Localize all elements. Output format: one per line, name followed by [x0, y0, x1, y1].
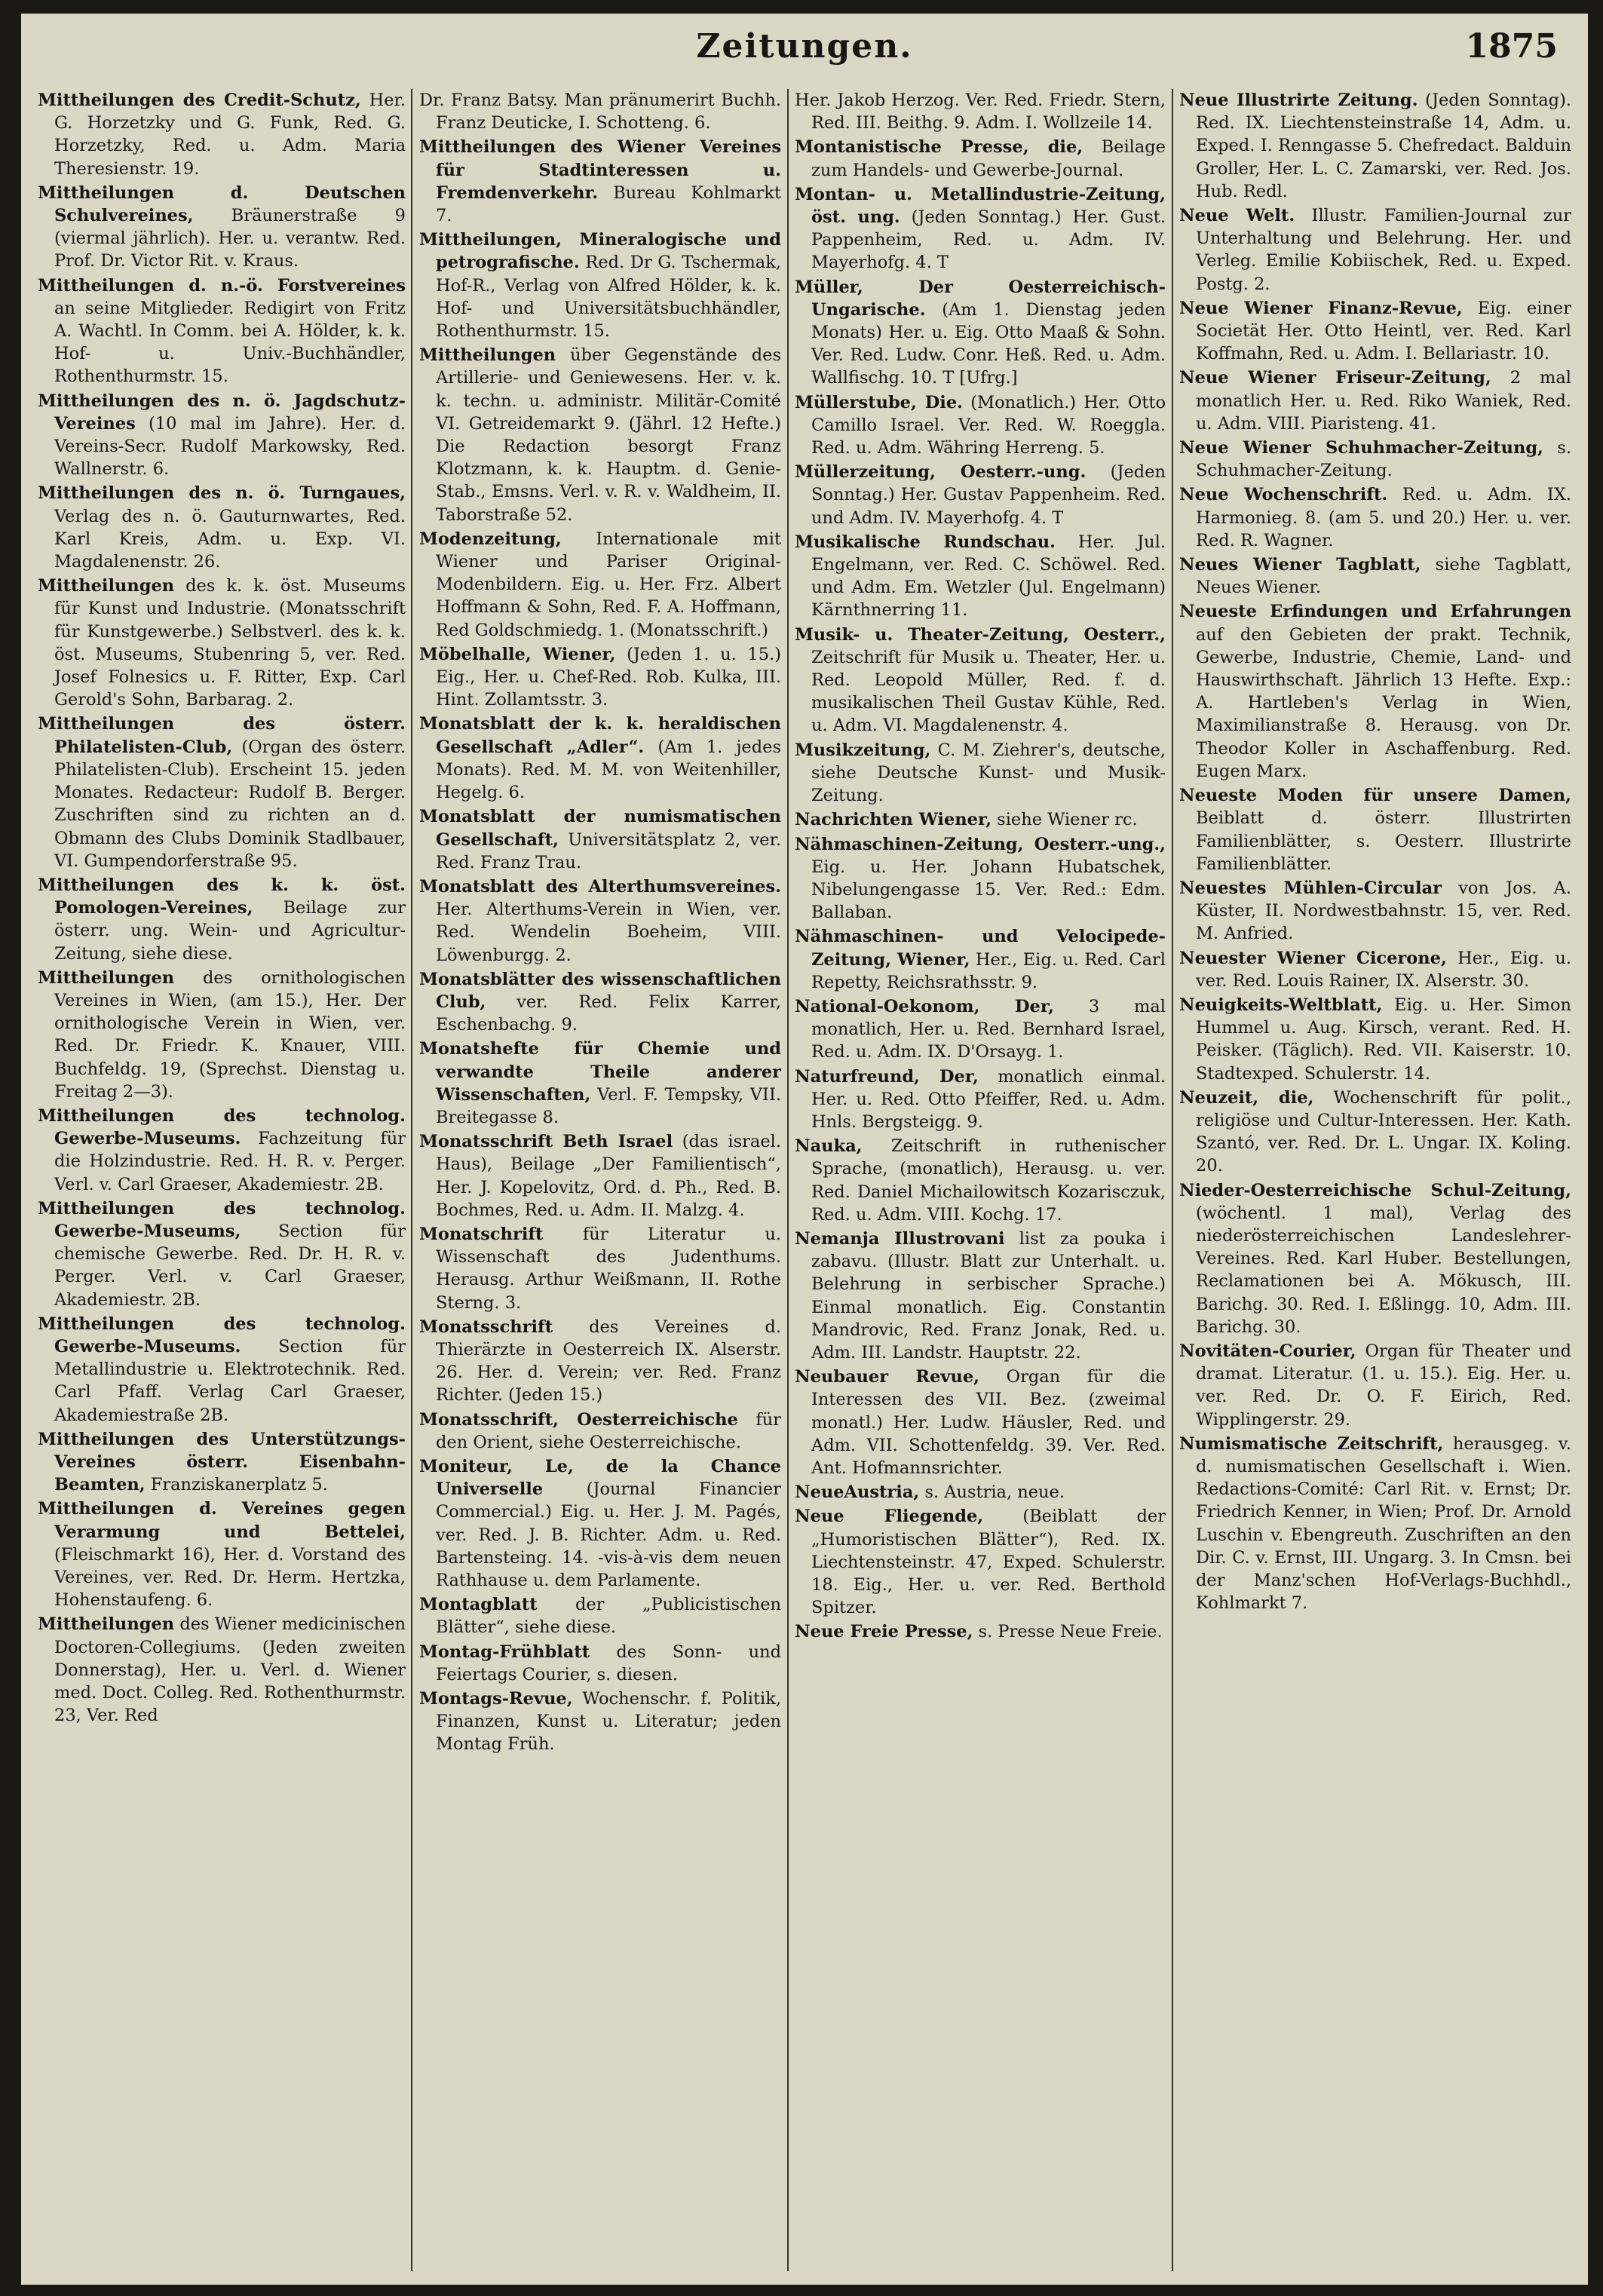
- entry-text: über Gegenstände des Artillerie- und Geniewesens. Her. v. k. k. techn. u. administr. Militär-Comité VI. Getreidemarkt 9. (Jährl. 12 Hefte.) Die Redaction besorgt Franz Klotzmann, k. k. Hauptm. d. Genie-Stab., Emsns. Verl. v. R. v. Waldheim, II. Taborstraße 52.: [436, 345, 781, 525]
- directory-entry: [1179, 297, 1571, 366]
- entry-title: Mittheilungen d. Vereines gegen Verarmung und Bettelei,: [38, 1499, 406, 1542]
- entry-title: Mittheilungen des technolog. Gewerbe-Museums.: [38, 1314, 406, 1356]
- directory-entry: [795, 1065, 1166, 1134]
- entry-text: Wochenschr. f. Politik, Finanzen, Kunst u. Literatur; jeden Montag Früh.: [436, 1689, 781, 1755]
- entry-title: Monatsschrift: [419, 1317, 553, 1337]
- entry-text: (Am 1. jedes Monats). Red. M. M. von Weitenhiller, Hegelg. 6.: [436, 737, 781, 803]
- directory-entry: [38, 482, 406, 573]
- directory-entry: [795, 89, 1166, 134]
- directory-entry: [419, 344, 781, 526]
- entry-text: von Jos. A. Küster, II. Nordwestbahnstr. 15, ver. Red. M. Anfried.: [1196, 878, 1571, 944]
- directory-entry: [38, 967, 406, 1103]
- entry-title: Neue Wiener Finanz-Revue,: [1179, 298, 1463, 318]
- entry-text: Internationale mit Wiener und Pariser Original-Modenbildern. Eig. u. Her. Frz. Albert Hoffmann & Sohn, Red. F. A. Hoffmann, Red Goldschmiedg. 1. (Monatsschrift.): [436, 529, 781, 640]
- entry-text: auf den Gebieten der prakt. Technik, Gewerbe, Industrie, Chemie, Land- und Hauswirthschaft. Jährlich 13 Hefte. Exp.: A. Hartleben's Verlag in Wien, Maximilianstraße 8. Herausg. von Dr. Theodor Koller in Aschaffenburg. Red. Eugen Marx.: [1196, 624, 1571, 781]
- entry-title: Neue Fliegende,: [795, 1507, 984, 1527]
- directory-entry: [38, 274, 406, 388]
- entry-text: Universitätsplatz 2, ver. Red. Franz Trau.: [436, 829, 781, 872]
- entry-title: Nauka,: [795, 1136, 863, 1157]
- entry-title: Naturfreund, Der,: [795, 1066, 979, 1087]
- entry-title: Monatsblätter des wissenschaftlichen Club,: [419, 969, 781, 1012]
- directory-entry: [419, 528, 781, 642]
- entry-text: C. M. Ziehrer's, deutsche, siehe Deutsche Kunst- und Musik-Zeitung.: [811, 740, 1166, 806]
- directory-entry: [419, 875, 781, 967]
- entry-text: an seine Mitglieder. Redigirt von Fritz A. Wachtl. In Comm. bei A. Hölder, k. k. Hof- u. Univ.-Buchhändler, Rothenthurmstr. 15.: [54, 298, 406, 387]
- entry-text: Verl. F. Tempsky, VII. Breitegasse 8.: [436, 1084, 781, 1127]
- directory-entry: [795, 1481, 1166, 1504]
- directory-entry: [419, 136, 781, 227]
- entry-text: Beilage zur österr. ung. Wein- und Agricultur-Zeitung, siehe diese.: [54, 898, 406, 964]
- entry-title: Mittheilungen: [38, 1614, 175, 1635]
- entry-title: Mittheilungen des n. ö. Turngaues,: [38, 483, 406, 504]
- directory-entry: [1179, 437, 1571, 482]
- entry-title: Nachrichten Wiener,: [795, 810, 992, 830]
- entry-title: Neubauer Revue,: [795, 1367, 980, 1387]
- entry-text: (Jeden Sonntag). Red. IX. Liechtensteinstraße 14, Adm. u. Exped. I. Renngasse 5. Chefredact. Balduin Groller, Her. L. C. Zamarski, ver. Red. Jos. Hub. Redl.: [1196, 90, 1571, 201]
- entry-title: Mittheilungen: [38, 576, 175, 596]
- entry-title: Mittheilungen: [38, 967, 175, 988]
- entry-text: monatlich einmal. Her. u. Red. Otto Pfeiffer, Red. u. Adm. Hnls. Bergsteigg. 9.: [811, 1066, 1166, 1132]
- directory-entry: [419, 1593, 781, 1638]
- entry-title: Mittheilungen d. Deutschen Schulvereines,: [38, 182, 406, 226]
- entry-title: Neue Wiener Friseur-Zeitung,: [1179, 368, 1491, 388]
- directory-entry: [1179, 947, 1571, 992]
- entry-text: Section für chemische Gewerbe. Red. Dr. H. R. v. Perger. Verl. v. Carl Graeser, Akademiestr. 2B.: [54, 1221, 406, 1310]
- entry-text: ver. Red. Felix Karrer, Eschenbachg. 9.: [436, 992, 781, 1035]
- entry-title: NeueAustria,: [795, 1482, 920, 1503]
- entry-title: Novitäten-Courier,: [1179, 1341, 1356, 1361]
- entry-title: Neue Wiener Schuhmacher-Zeitung,: [1179, 438, 1543, 458]
- entry-title: Neue Wochenschrift.: [1179, 485, 1388, 505]
- directory-entry: [38, 1105, 406, 1196]
- entry-title: Nähmaschinen- und Velocipede-Zeitung, Wiener,: [795, 927, 1166, 970]
- entry-title: Monatsblatt des Alterthumsvereines.: [419, 876, 781, 897]
- entry-text: Eig. u. Her. Simon Hummel u. Aug. Kirsch, verant. Red. H. Peisker. (Täglich). Red. VII. Kaiserstr. 10. Stadtexped. Schulerstr. 14.: [1196, 995, 1571, 1084]
- entry-text: Organ für die Interessen des VII. Bez. (zweimal monatl.) Her. Ludw. Häusler, Red. und Adm. VII. Schottenfeldg. 39. Ver. Red. Ant. Hofmannsrichter.: [811, 1367, 1166, 1478]
- entry-text: Zeitschrift in ruthenischer Sprache, (monatlich), Herausg. u. ver. Red. Daniel Michailowitsch Kozarisczuk, Red. u. Adm. VIII. Kochg. 17.: [811, 1136, 1166, 1225]
- entry-title: Montan- u. Metallindustrie-Zeitung, öst. ung.: [795, 184, 1166, 228]
- entry-text: Her. Jul. Engelmann, ver. Red. C. Schöwel. Red. und Adm. Em. Wetzler (Jul. Engelmann) Kärnthnerring 11.: [811, 532, 1166, 621]
- directory-entry: [795, 833, 1166, 924]
- entry-text: Her., Eig. u. Red. Carl Repetty, Reichsrathsstr. 9.: [811, 949, 1166, 992]
- entry-text: des ornithologischen Vereines in Wien, (am 15.), Her. Der ornithologische Verein in Wien, ver. Red. Dr. Friedr. K. Knauer, VIII. Buchfeldg. 19, (Sprechst. Dienstag u. Freitag 2—3).: [54, 967, 406, 1102]
- entry-text: s. Austria, neue.: [919, 1482, 1065, 1503]
- directory-entry: [419, 968, 781, 1037]
- directory-entry: [1179, 204, 1571, 296]
- entry-title: Montags-Revue,: [419, 1689, 573, 1709]
- directory-entry: [38, 89, 406, 180]
- entry-title: Müllerstube, Die.: [795, 392, 963, 412]
- directory-entry: [1179, 1087, 1571, 1178]
- entry-title: Nemanja Illustrovani: [795, 1228, 1005, 1249]
- page-number: 1875: [1465, 27, 1558, 66]
- entry-text: für den Orient, siehe Oesterreichische.: [436, 1409, 781, 1452]
- directory-entry: [1179, 877, 1571, 946]
- entry-title: Monatsblatt der k. k. heraldischen Gesellschaft „Adler“.: [419, 714, 781, 757]
- directory-entry: [38, 713, 406, 872]
- directory-entry: [795, 739, 1166, 808]
- entry-title: Nieder-Oesterreichische Schul-Zeitung,: [1179, 1180, 1571, 1200]
- entry-text: (Jeden Sonntag.) Her. Gustav Pappenheim. Red. und Adm. IV. Mayerhofg. 4. T: [811, 462, 1166, 528]
- entry-title: Mittheilungen d. n.-ö. Forstvereines: [38, 275, 406, 296]
- entry-title: Mittheilungen, Mineralogische und petrografische.: [419, 230, 781, 273]
- directory-entry: [1179, 89, 1571, 203]
- directory-entry: [795, 136, 1166, 181]
- entry-text: Red. u. Adm. IX. Harmonieg. 8. (am 5. und 20.) Her. u. ver. Red. R. Wagner.: [1196, 485, 1571, 550]
- entry-title: Neue Illustrirte Zeitung.: [1179, 90, 1418, 110]
- directory-entry: [38, 1613, 406, 1727]
- entry-title: Modenzeitung,: [419, 529, 562, 549]
- entry-title: Montanistische Presse, die,: [795, 137, 1083, 158]
- column-4: [1179, 89, 1571, 2271]
- entry-text: Dr. Franz Batsy. Man pränumerirt Buchh. Franz Deuticke, I. Schotteng. 6.: [419, 90, 781, 133]
- directory-entry: [1179, 1433, 1571, 1615]
- entry-title: Mittheilungen des Unterstützungs-Vereines österr. Eisenbahn-Beamten,: [38, 1429, 406, 1495]
- entry-text: Her. Alterthums-Verein in Wien, ver. Red. Wendelin Boeheim, VIII. Löwenburgg. 2.: [436, 900, 781, 965]
- entry-title: Musikzeitung,: [795, 740, 931, 760]
- entry-title: Müllerzeitung, Oesterr.-ung.: [795, 462, 1087, 483]
- directory-entry: [795, 276, 1166, 390]
- directory-entry: [795, 531, 1166, 622]
- entry-title: Monatsschrift, Oesterreichische: [419, 1409, 738, 1430]
- directory-entry: [795, 1505, 1166, 1619]
- entry-text: Section für Metallindustrie u. Elektrotechnik. Red. Carl Pfaff. Verlag Carl Graeser, Akademiestraße 2B.: [54, 1336, 406, 1425]
- directory-entry: [1179, 1179, 1571, 1338]
- directory-entry: [38, 575, 406, 711]
- directory-entry: [419, 1409, 781, 1454]
- directory-entry: [419, 805, 781, 874]
- column-divider: [787, 89, 789, 2271]
- entry-text: s. Presse Neue Freie.: [973, 1622, 1163, 1642]
- entry-title: Neue Welt.: [1179, 206, 1295, 226]
- entry-text: siehe Tagblatt, Neues Wiener.: [1196, 555, 1571, 598]
- entry-text: Verlag des n. ö. Gauturnwartes, Red. Karl Kreis, Adm. u. Exp. VI. Magdalenenstr. 26.: [54, 506, 406, 572]
- entry-title: Möbelhalle, Wiener,: [419, 644, 616, 664]
- entry-title: Numismatische Zeitschrift,: [1179, 1433, 1444, 1454]
- directory-entry: [419, 1038, 781, 1129]
- directory-entry: [795, 925, 1166, 994]
- entry-text: Her. Jakob Herzog. Ver. Red. Friedr. Stern, Red. III. Beithg. 9. Adm. I. Wollzeile 14.: [795, 90, 1166, 133]
- directory-entry: [419, 1130, 781, 1222]
- directory-entry: [795, 1228, 1166, 1364]
- directory-entry: [1179, 1340, 1571, 1431]
- entry-text: Zeitschrift für Musik u. Theater, Her. u. Red. Leopold Müller, Red. f. d. musikalischen Theil Gustav Kühle, Red. u. Adm. VI. Magdalenenstr. 4.: [811, 647, 1166, 736]
- entry-text: des Vereines d. Thierärzte in Oesterreich IX. Alserstr. 26. Her. d. Verein; ver. Red. Franz Richter. (Jeden 15.): [436, 1317, 781, 1405]
- entry-text: Franziskanerplatz 5.: [145, 1475, 328, 1495]
- entry-text: (Beiblatt der „Humoristischen Blätter“), Red. IX. Liechtensteinstr. 47, Exped. Schulerstr. 18. Eig., Her. u. ver. Red. Berthold Spitzer.: [811, 1507, 1166, 1618]
- entry-text: (wöchentl. 1 mal), Verlag des niederösterreichischen Landeslehrer-Vereines. Red. Karl Huber. Bestellungen, Reclamationen bei A. Mökusch, III. Barichg. 30. Red. I. Eßlingg. 10, Adm. III. Barichg. 30.: [1196, 1203, 1571, 1337]
- entry-text: Wochenschrift für polit., religiöse und Cultur-Interessen. Her. Kath. Szantó, ver. Red. Dr. L. Ungar. IX. Koling. 20.: [1196, 1087, 1571, 1176]
- directory-entry: [419, 1316, 781, 1407]
- directory-entry: [1179, 784, 1571, 875]
- directory-entry: [38, 1497, 406, 1611]
- entry-text: Illustr. Familien-Journal zur Unterhaltung und Belehrung. Her. und Verleg. Emilie Kobiischek, Red. u. Exped. Postg. 2.: [1196, 206, 1571, 294]
- column-3: [795, 89, 1166, 2271]
- entry-text: Beilage zum Handels- und Gewerbe-Journal.: [811, 137, 1166, 180]
- entry-text: Her., Eig. u. ver. Red. Louis Rainer, IX. Alserstr. 30.: [1196, 948, 1571, 991]
- entry-title: Neuester Wiener Cicerone,: [1179, 948, 1447, 968]
- entry-title: Monatshefte für Chemie und verwandte Theile anderer Wissenschaften,: [419, 1039, 781, 1105]
- entry-title: National-Oekonom, Der,: [795, 996, 1054, 1016]
- directory-entry: [419, 1455, 781, 1592]
- entry-title: Moniteur, Le, de la Chance Universelle: [419, 1456, 781, 1500]
- directory-entry: [795, 1135, 1166, 1226]
- directory-entry: [419, 1641, 781, 1686]
- entry-text: (Fleischmarkt 16), Her. d. Vorstand des Vereines, ver. Red. Dr. Herm. Hertzka, Hohenstaufeng. 6.: [54, 1544, 406, 1611]
- entry-title: Monatschrift: [419, 1224, 544, 1244]
- entry-title: Monatsblatt der numismatischen Gesellschaft,: [419, 807, 781, 850]
- entry-title: Neuzeit, die,: [1179, 1087, 1314, 1108]
- entry-text: Red. Dr G. Tschermak, Hof-R., Verlag von Alfred Hölder, k. k. Hof- und Universitätsbuchhändler, Rothenthurmstr. 15.: [436, 253, 781, 342]
- entry-text: Bräunerstraße 9 (viermal jährlich). Her. u. verantw. Red. Prof. Dr. Victor Rit. v. Kraus.: [54, 206, 406, 271]
- directory-entry: [38, 1428, 406, 1497]
- directory-entry: [38, 1313, 406, 1427]
- entry-title: Neue Freie Presse,: [795, 1622, 973, 1642]
- entry-title: Mittheilungen des k. k. öst. Pomologen-Vereines,: [38, 875, 406, 918]
- entry-text: Fachzeitung für die Holzindustrie. Red. H. R. v. Perger. Verl. v. Carl Graeser, Akademiestr. 2B.: [54, 1129, 406, 1194]
- page-title: Zeitungen.: [696, 27, 913, 66]
- directory-entry: [1179, 553, 1571, 599]
- entry-text: des Sonn- und Feiertags Courier, s. diesen.: [436, 1642, 781, 1684]
- directory-entry: [795, 1366, 1166, 1479]
- directory-entry: [419, 1223, 781, 1314]
- entry-title: Musik- u. Theater-Zeitung, Oesterr.,: [795, 624, 1166, 645]
- entry-title: Mittheilungen des n. ö. Jagdschutz-Vereines: [38, 391, 406, 434]
- directory-entry: [795, 808, 1166, 831]
- directory-entry: [795, 391, 1166, 460]
- entry-text: Bureau Kohlmarkt 7.: [436, 182, 781, 226]
- directory-entry: [1179, 483, 1571, 552]
- directory-entry: [1179, 366, 1571, 435]
- directory-entry: [38, 390, 406, 481]
- directory-entry: [38, 182, 406, 273]
- directory-entry: [38, 1197, 406, 1311]
- entry-text: 2 mal monatlich Her. u. Red. Riko Waniek, Red. u. Adm. VIII. Piaristeng. 41.: [1196, 368, 1571, 434]
- entry-text: siehe Wiener rc.: [992, 810, 1138, 830]
- directory-entry: [419, 228, 781, 342]
- entry-text: (Jeden 1. u. 15.) Eig., Her. u. Chef-Red. Rob. Kulka, III. Hint. Zollamtsstr. 3.: [436, 644, 781, 710]
- column-1: [38, 89, 406, 2271]
- entry-text: (Journal Financier Commercial.) Eig. u. Her. J. M. Pagés, ver. Red. J. B. Richter. Adm. u. Red. Bartensteing. 14. -vis-à-vis dem neuen Rathhause u. dem Parlamente.: [436, 1479, 781, 1590]
- page-header: [21, 27, 1588, 80]
- entry-title: Neuigkeits-Weltblatt,: [1179, 995, 1383, 1015]
- newspaper-page: [21, 14, 1588, 2285]
- entry-title: Mittheilungen des österr. Philatelisten-Club,: [38, 714, 406, 757]
- entry-title: Mittheilungen des technolog. Gewerbe-Museums.: [38, 1105, 406, 1149]
- entry-text: (Am 1. Dienstag jeden Monats) Her. u. Eig. Otto Maaß & Sohn. Ver. Red. Ludw. Conr. Heß. Red. u. Adm. Wallfischg. 10. T [Ufrg.]: [811, 299, 1166, 388]
- directory-entry: [419, 89, 781, 134]
- directory-entry: [795, 461, 1166, 529]
- entry-text: (10 mal im Jahre). Her. d. Vereins-Secr. Rudolf Markowsky, Red. Wallnerstr. 6.: [54, 413, 406, 480]
- entry-text: Eig. einer Societät Her. Otto Heintl, ver. Red. Karl Koffmahn, Red. u. Adm. I. Bellariastr. 10.: [1196, 298, 1571, 364]
- entry-text: list za pouka i zabavu. (Illustr. Blatt zur Unterhalt. u. Belehrung in serbischer Sprache.) Einmal monatlich. Eig. Constantin Mandrovic, Red. Franz Jonak, Red. u. Adm. III. Landstr. Hauptstr. 22.: [811, 1228, 1166, 1363]
- entry-title: Neueste Moden für unsere Damen,: [1179, 786, 1571, 806]
- entry-title: Monatsschrift Beth Israel: [419, 1132, 673, 1152]
- directory-entry: [419, 1688, 781, 1756]
- entry-text: des Wiener medicinischen Doctoren-Collegiums. (Jeden zweiten Donnerstag), Her. u. Verl. d. Wiener med. Doct. Colleg. Red. Rothenthurmstr. 23, Ver. Red: [54, 1614, 406, 1726]
- directory-entry: [38, 874, 406, 965]
- directory-entry: [795, 1620, 1166, 1643]
- entry-text: Her. G. Horzetzky und G. Funk, Red. G. Horzetzky, Red. u. Adm. Maria Theresienstr. 19.: [54, 90, 406, 179]
- entry-title: Mittheilungen: [419, 345, 556, 366]
- entry-title: Montag-Frühblatt: [419, 1642, 590, 1662]
- entry-title: Neuestes Mühlen-Circular: [1179, 878, 1442, 898]
- directory-entry: [1179, 600, 1571, 783]
- entry-text: (Organ des österr. Philatelisten-Club). Erscheint 15. jeden Monates. Redacteur: Rudolf B. Berger. Zuschriften sind zu richten an d. Obmann des Clubs Dominik Stadlbauer, VI. Gumpendorferstraße 95.: [54, 737, 406, 871]
- entry-text: Eig. u. Her. Johann Hubatschek, Nibelungengasse 15. Ver. Red.: Edm. Ballaban.: [811, 857, 1166, 923]
- column-2: [419, 89, 781, 2271]
- directory-entry: [1179, 994, 1571, 1085]
- entry-title: Montagblatt: [419, 1595, 538, 1615]
- column-divider: [411, 89, 412, 2271]
- entry-text: Beiblatt d. österr. Illustrirten Familienblätter, s. Oesterr. Illustrirte Familienblätter.: [1196, 808, 1571, 874]
- entry-text: für Literatur u. Wissenschaft des Judenthums. Herausg. Arthur Weißmann, II. Rothe Sterng. 3.: [436, 1224, 781, 1313]
- entry-title: Neues Wiener Tagblatt,: [1179, 555, 1421, 575]
- entry-title: Mittheilungen des Credit-Schutz,: [38, 90, 361, 110]
- entry-text: 3 mal monatlich, Her. u. Red. Bernhard Israel, Red. u. Adm. IX. D'Orsayg. 1.: [811, 996, 1166, 1062]
- entry-text: (das israel. Haus), Beilage „Der Familientisch“, Her. J. Kopelovitz, Ord. d. Ph., Red. B. Bochmes, Red. u. Adm. II. Malzg. 4.: [436, 1132, 781, 1220]
- entry-text: Organ für Theater und dramat. Literatur. (1. u. 15.). Eig. Her. u. ver. Red. Dr. O. F. Eirich, Red. Wipplingerstr. 29.: [1196, 1341, 1571, 1430]
- directory-entry: [419, 713, 781, 804]
- entry-title: Müller, Der Oesterreichisch-Ungarische.: [795, 277, 1166, 320]
- directory-entry: [795, 995, 1166, 1064]
- entry-text: (Monatlich.) Her. Otto Camillo Israel. Ver. Red. W. Roeggla. Red. u. Adm. Währing Herreng. 5.: [811, 392, 1166, 458]
- entry-title: Mittheilungen des technolog. Gewerbe-Museums,: [38, 1198, 406, 1241]
- column-divider: [1172, 89, 1173, 2271]
- entry-text: der „Publicistischen Blätter“, siehe diese.: [436, 1595, 781, 1638]
- entry-title: Neueste Erfindungen und Erfahrungen: [1179, 602, 1571, 622]
- entry-text: des k. k. öst. Museums für Kunst und Industrie. (Monatsschrift für Kunstgewerbe.) Selbstverl. des k. k. öst. Museums, Stubenring 5, ver. Red. Josef Folnesics u. F. Ritter, Exp. Carl Gerold's Sohn, Barbarag. 2.: [54, 576, 406, 710]
- entry-text: herausgeg. v. d. numismatischen Gesellschaft i. Wien. Redactions-Comité: Carl Rit. v. Ernst; Dr. Friedrich Kenner, in Wien; Prof. Dr. Arnold Luschin v. Ebengreuth. Zuschriften an den Dir. C. v. Ernst, III. Ungarg. 3. In Cmsn. bei der Manz'schen Hof-Verlags-Buchhdl., Kohlmarkt 7.: [1196, 1433, 1571, 1614]
- directory-entry: [795, 183, 1166, 274]
- directory-entry: [795, 624, 1166, 737]
- entry-title: Nähmaschinen-Zeitung, Oesterr.-ung.,: [795, 834, 1166, 854]
- entry-title: Mittheilungen des Wiener Vereines für Stadtinteressen u. Fremdenverkehr.: [419, 137, 781, 203]
- entry-text: s. Schuhmacher-Zeitung.: [1196, 438, 1571, 481]
- directory-entry: [419, 643, 781, 712]
- entry-title: Musikalische Rundschau.: [795, 532, 1056, 552]
- entry-text: (Jeden Sonntag.) Her. Gust. Pappenheim, Red. u. Adm. IV. Mayerhofg. 4. T: [811, 207, 1166, 273]
